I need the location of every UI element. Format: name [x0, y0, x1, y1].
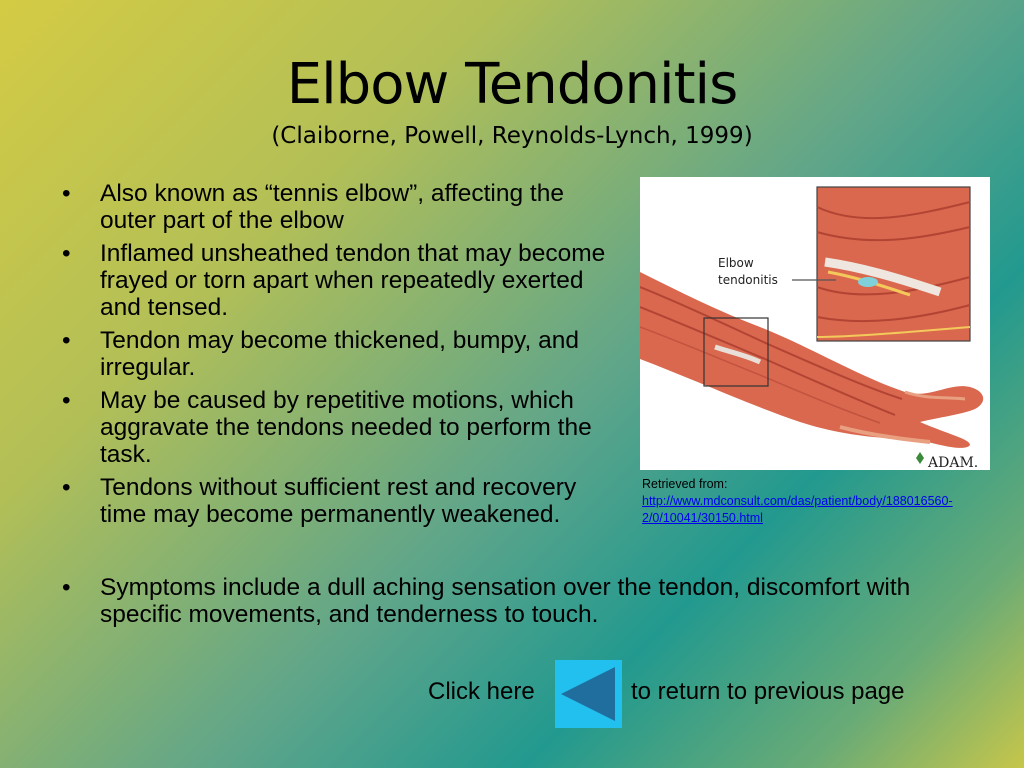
slide-title: Elbow Tendonitis [286, 52, 738, 117]
bullet-dot: • [62, 387, 71, 414]
bullet-dot: • [62, 180, 71, 207]
bullet-item [58, 327, 618, 381]
back-button[interactable] [555, 660, 622, 728]
back-arrow-icon [555, 660, 622, 728]
adam-logo [916, 452, 978, 470]
image-credit [642, 476, 1012, 527]
bullet-dot: • [62, 327, 71, 354]
bullet-item-symptoms [58, 574, 958, 628]
retrieved-label: Retrieved from: [642, 477, 728, 491]
bullet-dot: • [62, 574, 71, 601]
nav-text-after: to return to previous page [631, 678, 905, 705]
source-link[interactable]: http://www.mdconsult.com/das/patient/body/188016560-2/0/10041/30150.html [642, 494, 953, 525]
bullet-text: Symptoms include a dull aching sensation over the tendon, discomfort with specific movements, and tenderness to touch. [100, 574, 911, 628]
bullet-text: Inflamed unsheathed tendon that may become frayed or torn apart when repeatedly exerted and tensed. [100, 240, 606, 321]
brand-name: ADAM. [928, 455, 979, 470]
bullet-text: May be caused by repetitive motions, which aggravate the tendons needed to perform the task. [100, 387, 592, 468]
bullet-dot: • [62, 474, 71, 501]
bullet-text: Tendons without sufficient rest and recovery time may become permanently weakened. [100, 474, 577, 528]
bullet-item [58, 180, 618, 234]
bullet-item [58, 387, 618, 468]
nav-text-before: Click here [428, 678, 535, 705]
slide-subtitle: (Claiborne, Powell, Reynolds-Lynch, 1999) [271, 123, 753, 149]
figure-label-line2: tendonitis [718, 273, 778, 287]
bullet-text: Also known as “tennis elbow”, affecting the outer part of the elbow [100, 180, 564, 234]
bullet-text: Tendon may become thickened, bumpy, and irregular. [100, 327, 579, 381]
bullet-dot: • [62, 240, 71, 267]
elbow-anatomy-illustration [640, 177, 990, 470]
bullet-item [58, 474, 618, 528]
figure-label-line1: Elbow [718, 256, 754, 270]
arm-muscle-drawing [640, 177, 990, 470]
bullet-list [58, 180, 618, 534]
bullet-item [58, 240, 618, 321]
